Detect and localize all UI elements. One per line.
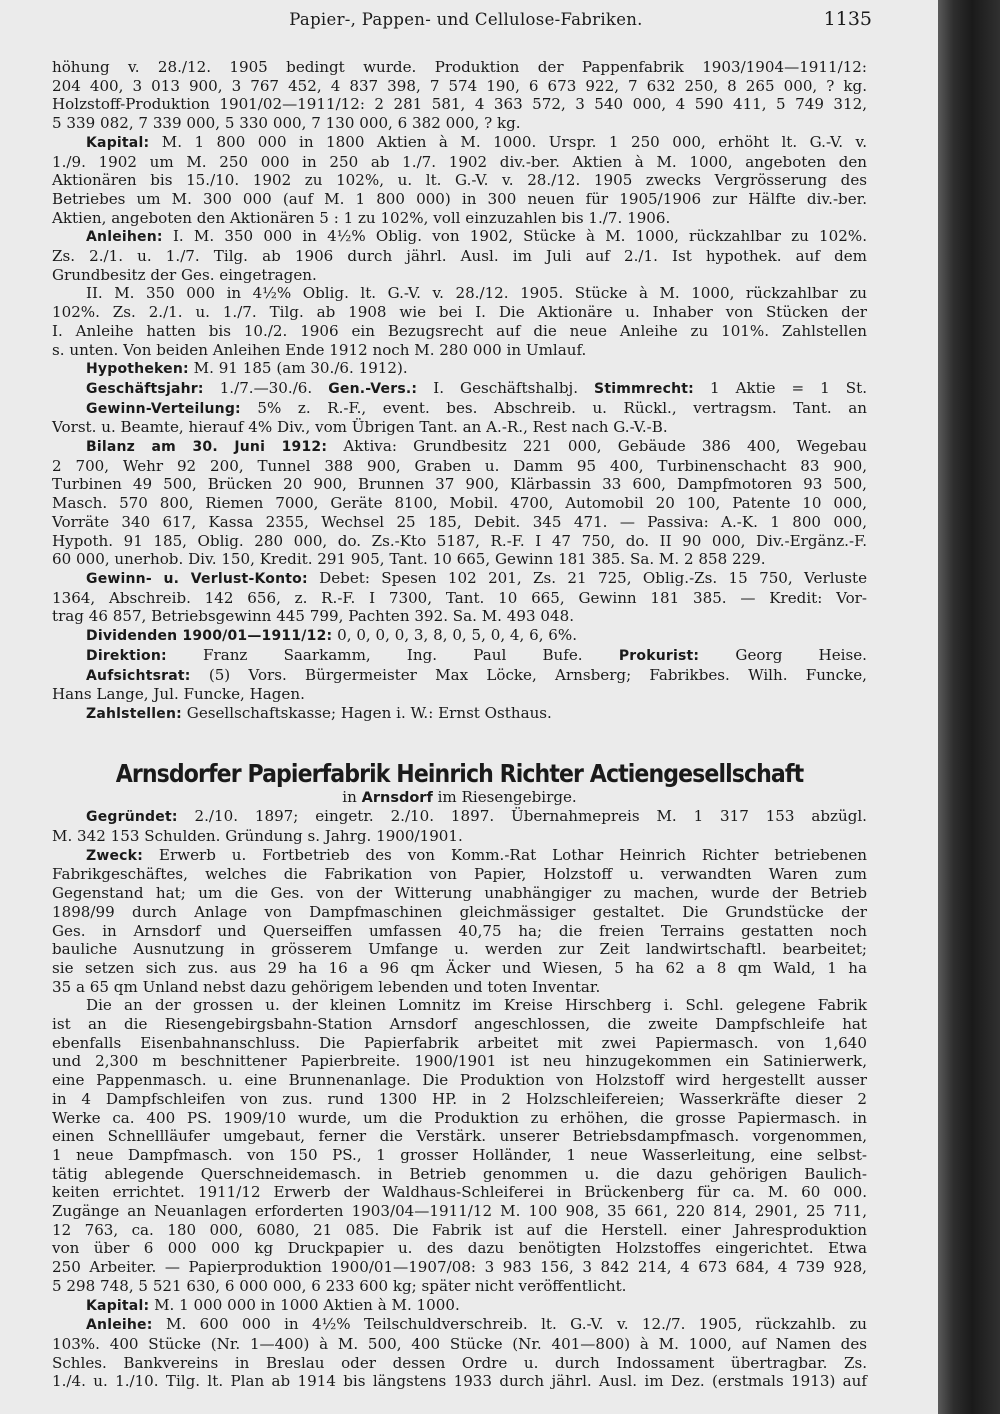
text-line: 5 298 748, 5 521 630, 6 000 000, 6 233 600 kg; später nicht veröffentlicht. [52, 1276, 627, 1295]
text-line: keiten errichtet. 1911/12 Erwerb der Waldhaus-Schleiferei in Brückenberg für ca. M. 60 000. [52, 1183, 867, 1202]
text-line: Vorst. u. Beamte, hierauf 4% Div., vom Übrigen Tant. an A.-R., Rest nach G.-V.-B. [52, 418, 668, 437]
location-prefix: in [342, 787, 357, 806]
gewinnverteilung-section [52, 399, 867, 419]
text-line: 35 a 65 qm Unland nebst dazu gehörigem lebenden und toten Inventar. [52, 977, 601, 996]
company-entry-arnsdorf [52, 760, 867, 1392]
text-line: Hans Lange, Jul. Funcke, Hagen. [52, 685, 305, 704]
anleihen-section [52, 227, 867, 247]
prokurist-label: Prokurist: [618, 647, 700, 664]
stimmrecht-label: Stimmrecht: [594, 380, 694, 397]
dividenden-section [52, 626, 867, 646]
text-line: I. Anleihe hatten bis 10./2. 1906 ein Bezugsrecht auf die neue Anleihe zu 101%. Zahlstellen [52, 321, 867, 340]
text-line: von über 6 000 000 kg Druckpapier u. des dazu benötigten Holzstoffes eingerichtet. Etwa [52, 1239, 867, 1258]
text-line: bauliche Ausnutzung in grösserem Umfange u. werden zur Zeit landwirtschaftl. bearbeitet; [52, 940, 867, 959]
text-line: Grundbesitz der Ges. eingetragen. [52, 265, 317, 284]
text-line: 1./9. 1902 um M. 250 000 in 250 ab 1./7. 1902 div.-ber. Aktien à M. 1000, angeboten den [52, 152, 867, 171]
page-number: 1135 [823, 8, 872, 30]
zweck-text: Erwerb u. Fortbetrieb des von Komm.-Rat Lothar Heinrich Richter betriebenen [158, 845, 867, 864]
running-title: Papier-, Pappen- und Cellulose-Fabriken. [289, 10, 643, 29]
zweck-section [52, 846, 867, 866]
kapital-label: Kapital: [86, 134, 150, 151]
dividenden-label: Dividenden 1900/01—1911/12: [86, 628, 333, 645]
anleihe-text: M. 600 000 in 4½% Teilschuldverschreib. lt. G.-V. v. 12./7. 1905, rückzahlb. zu [165, 1315, 867, 1334]
hypotheken-section [52, 359, 867, 379]
gegruendet-text: 2./10. 1897; eingetr. 2./10. 1897. Übernahmepreis M. 1 317 153 abzügl. [194, 807, 867, 826]
text-line: Aktionären bis 15./10. 1902 zu 102%, u. lt. G.-V. v. 28./12. 1905 zwecks Vergrösserung des [52, 171, 867, 190]
genvers-text: I. Geschäftshalbj. [433, 378, 579, 397]
text-line: s. unten. Von beiden Anleihen Ende 1912 noch M. 280 000 in Umlauf. [52, 340, 587, 359]
page-header [60, 10, 872, 38]
company-location [52, 788, 867, 808]
gewinn-verlust-label: Gewinn- u. Verlust-Konto: [86, 570, 308, 587]
bilanz-label: Bilanz am 30. Juni 1912: [86, 439, 328, 456]
aufsichtsrat-section [52, 666, 867, 686]
text-line: ist an die Riesengebirgsbahn-Station Arnsdorf angeschlossen, die zweite Dampfschleife hat [52, 1015, 867, 1034]
text-line: trag 46 857, Betriebsgewinn 445 799, Pachten 392. Sa. M. 493 048. [52, 607, 574, 626]
geschaeftsjahr-label: Geschäftsjahr: [86, 380, 204, 397]
text-line: Ges. in Arnsdorf und Querseiffen umfassen 40,75 ha; die freien Terrains gestatten noch [52, 921, 867, 940]
text-line: einen Schnellläufer umgebaut, ferner die Verstärk. unserer Betriebsdampfmasch. vorgenommen, [52, 1127, 867, 1146]
text-line: Betriebes um M. 300 000 (auf M. 1 800 000) in 300 neuen für 1905/1906 zur Hälfte div.-ber. [52, 189, 867, 208]
kapital-section [52, 133, 867, 153]
text-line: Die an der grossen u. der kleinen Lomnitz im Kreise Hirschberg i. Schl. gelegene Fabrik [86, 996, 867, 1015]
company-title: Arnsdorfer Papierfabrik Heinrich Richter Actiengesellschaft [115, 758, 804, 788]
text-line: Masch. 570 800, Riemen 7000, Geräte 8100, Mobil. 4700, Automobil 20 100, Patente 10 000, [52, 494, 867, 513]
text-line: II. M. 350 000 in 4½% Oblig. lt. G.-V. v. 28./12. 1905. Stücke à M. 1000, rückzahlbar zu [86, 284, 867, 303]
hypotheken-text: M. 91 185 (am 30./6. 1912). [193, 359, 408, 378]
text-line: Turbinen 49 500, Brücken 20 900, Brunnen 37 900, Klärbassin 33 600, Dampfmotoren 93 500, [52, 475, 867, 494]
anleihe-section [52, 1315, 867, 1335]
text-line: 103%. 400 Stücke (Nr. 1—400) à M. 500, 400 Stücke (Nr. 401—800) à M. 1000, auf Namen des [52, 1335, 867, 1353]
text-line: 204 400, 3 013 900, 3 767 452, 4 837 398, 7 574 190, 6 673 922, 7 632 250, 8 265 000, ? kg. [52, 76, 867, 95]
gewinn-verlust-section [52, 569, 867, 589]
gewinnverteilung-label: Gewinn-Verteilung: [86, 400, 241, 417]
kapital-label: Kapital: [86, 1297, 150, 1314]
text-line: Vorräte 340 617, Kassa 2355, Wechsel 25 185, Debit. 345 471. — Passiva: A.-K. 1 800 000, [52, 512, 867, 531]
anleihe-label: Anleihe: [86, 1317, 153, 1334]
text-line: höhung v. 28./12. 1905 bedingt wurde. Produktion der Pappenfabrik 1903/1904—1911/12: [52, 58, 867, 76]
previous-company-entry [52, 58, 867, 724]
text-line: 2 700, Wehr 92 200, Tunnel 388 900, Graben u. Damm 95 400, Turbinenschacht 83 900, [52, 456, 867, 475]
gewinnverteilung-text: 5% z. R.-F., event. bes. Abschreib. u. Rückl., vertragsm. Tant. an [257, 398, 867, 417]
text-line: und 2,300 m beschnittener Papierbreite. 1900/1901 ist neu hinzugekommen ein Satinierwerk, [52, 1052, 867, 1071]
text-line: 1 neue Dampfmasch. von 150 PS., 1 grosser Holländer, 1 neue Wasserleitung, eine selbst- [52, 1145, 867, 1164]
text-line: eine Pappenmasch. u. eine Brunnenanlage. Die Produktion von Holzstoff wird hergestellt ausser [52, 1071, 867, 1090]
text-line: Zs. 2./1. u. 1./7. Tilg. ab 1906 durch jährl. Ausl. im Juli auf 2./1. Ist hypothek. auf dem [52, 247, 867, 266]
page-body [52, 58, 867, 1391]
text-line: 12 763, ca. 180 000, 6080, 21 085. Die Fabrik ist auf die Herstell. einer Jahresproduktion [52, 1220, 867, 1239]
text-line: Schles. Bankvereins in Breslau oder dessen Ordre u. durch Indossament übertragbar. Zs. [52, 1353, 867, 1372]
text-line: 1364, Abschreib. 142 656, z. R.-F. I 7300, Tant. 10 665, Gewinn 181 385. — Kredit: Vor- [52, 588, 867, 607]
text-line: ebenfalls Eisenbahnanschluss. Die Papierfabrik arbeitet mit zwei Papiermasch. von 1,640 [52, 1033, 867, 1052]
dividenden-text: 0, 0, 0, 0, 3, 8, 0, 5, 0, 4, 6, 6%. [337, 626, 578, 645]
direktion-text: Franz Saarkamm, Ing. Paul Bufe. [203, 645, 583, 664]
bilanz-text: Aktiva: Grundbesitz 221 000, Gebäude 386 400, Wegebau [343, 437, 867, 456]
prokurist-text: Georg Heise. [735, 645, 867, 664]
text-line: Werke ca. 400 PS. 1909/10 wurde, um die Produktion zu erhöhen, die grosse Papiermasch. in [52, 1108, 867, 1127]
text-line: 102%. Zs. 2./1. u. 1./7. Tilg. ab 1908 wie bei I. Die Aktionäre u. Inhaber von Stücken der [52, 303, 867, 322]
hypotheken-label: Hypotheken: [86, 361, 189, 378]
text-line: tätig ablegende Querschneidemasch. in Betrieb genommen u. die dazu gehörigen Baulich- [52, 1164, 867, 1183]
text-line: Holzstoff-Produktion 1901/02—1911/12: 2 281 581, 4 363 572, 3 540 000, 4 590 411, 5 749 312, [52, 95, 867, 114]
text-line: Zugänge an Neuanlagen erforderten 1903/04—1911/12 M. 100 908, 35 661, 220 814, 2901, 25 711, [52, 1202, 867, 1221]
zahlstellen-label: Zahlstellen: [86, 705, 182, 722]
location-suffix: im Riesengebirge. [437, 787, 577, 806]
zweck-label: Zweck: [86, 847, 143, 864]
anleihen-label: Anleihen: [86, 229, 163, 246]
anleihen-text: I. M. 350 000 in 4½% Oblig. von 1902, Stücke à M. 1000, rückzahlbar zu 102%. [172, 227, 867, 246]
gegruendet-label: Gegründet: [86, 809, 178, 826]
text-line: sie setzen sich zus. aus 29 ha 16 a 96 qm Äcker und Wiesen, 5 ha 62 a 8 qm Wald, 1 ha [52, 958, 867, 977]
gegruendet-section [52, 807, 867, 827]
text-line: M. 342 153 Schulden. Gründung s. Jahrg. 1900/1901. [52, 827, 463, 846]
text-line: 60 000, unerhob. Div. 150, Kredit. 291 905, Tant. 10 665, Gewinn 181 385. Sa. M. 2 858 229. [52, 550, 766, 569]
aufsichtsrat-text: (5) Vors. Bürgermeister Max Löcke, Arnsberg; Fabrikbes. Wilh. Funcke, [208, 665, 867, 684]
text-line: 1./4. u. 1./10. Tilg. lt. Plan ab 1914 bis längstens 1933 durch jährl. Ausl. im Dez. (erstmals 1913) auf [52, 1372, 867, 1391]
geschaeftsjahr-text: 1./7.—30./6. [219, 378, 313, 397]
bilanz-section [52, 437, 867, 457]
book-spine-edge [938, 0, 1000, 1414]
location-city: Arnsdorf [361, 789, 433, 806]
zahlstellen-text: Gesellschaftskasse; Hagen i. W.: Ernst Osthaus. [186, 703, 552, 722]
text-line: Gegenstand hat; um die Ges. von der Witterung unabhängiger zu machen, wurde der Betrieb [52, 884, 867, 903]
kapital-section [52, 1296, 867, 1316]
kapital-text: M. 1 800 000 in 1800 Aktien à M. 1000. Urspr. 1 250 000, erhöht lt. G.-V. v. [161, 132, 867, 151]
zahlstellen-section [52, 704, 867, 724]
text-line: 1898/99 durch Anlage von Dampfmaschinen gleichmässiger gestaltet. Die Grundstücke der [52, 902, 867, 921]
text-line: Hypoth. 91 185, Oblig. 280 000, do. Zs.-Kto 5187, R.-F. I 47 750, do. II 90 000, Div.-Ergänz.-F. [52, 531, 867, 550]
aufsichtsrat-label: Aufsichtsrat: [86, 667, 191, 684]
kapital-text: M. 1 000 000 in 1000 Aktien à M. 1000. [154, 1295, 460, 1314]
gewinn-verlust-text: Debet: Spesen 102 201, Zs. 21 725, Oblig.-Zs. 15 750, Verluste [319, 568, 867, 587]
text-line: 250 Arbeiter. — Papierproduktion 1900/01—1907/08: 3 983 156, 3 842 214, 4 673 684, 4 739 928, [52, 1258, 867, 1277]
text-line: Aktien, angeboten den Aktionären 5 : 1 zu 102%, voll einzuzahlen bis 1./7. 1906. [52, 208, 671, 227]
text-line: in 4 Dampfschleifen von zus. rund 1300 HP. in 2 Holzschleifereien; Wasserkräfte dieser 2 [52, 1089, 867, 1108]
genvers-label: Gen.-Vers.: [328, 380, 418, 397]
text-line: Fabrikgeschäftes, welches die Fabrikation von Papier, Holzstoff u. verwandten Waren zum [52, 865, 867, 884]
text-line: 5 339 082, 7 339 000, 5 330 000, 7 130 000, 6 382 000, ? kg. [52, 114, 521, 133]
geschaeftsjahr-section [52, 379, 867, 399]
direktion-section [52, 646, 867, 666]
direktion-label: Direktion: [86, 647, 167, 664]
stimmrecht-text: 1 Aktie = 1 St. [709, 378, 867, 397]
